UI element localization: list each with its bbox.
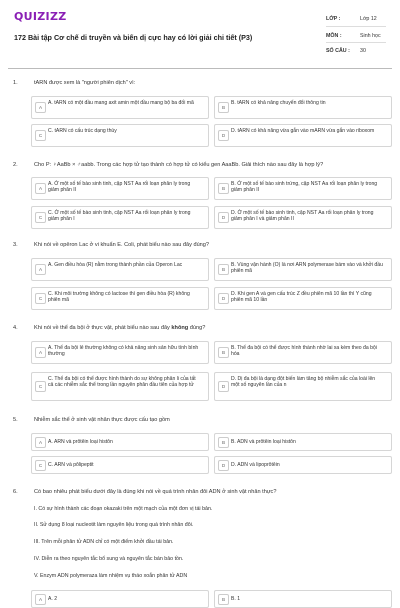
- meta-grade: [326, 16, 377, 22]
- meta-value: Sinh học: [360, 33, 381, 39]
- option-label: D: [218, 381, 229, 392]
- meta-question-count: [326, 48, 366, 54]
- option-label: B: [218, 183, 229, 194]
- option-a[interactable]: [31, 177, 209, 200]
- question-text: [34, 325, 205, 331]
- option-label: A: [35, 594, 46, 605]
- option-b[interactable]: [214, 177, 392, 200]
- question-number: 6.: [13, 489, 18, 495]
- option-label: D: [218, 130, 229, 141]
- option-text: C. Thể đa bội có thể được hình thành do sự không phân li của tất cả các nhiễm sắc thể trong lần nguyên phân đầu tiên của hợp tử: [48, 376, 196, 389]
- option-label: C: [35, 293, 46, 304]
- question-number: 5.: [13, 417, 18, 423]
- option-text: D. Khi gen A và gen cấu trúc Z đều phiên mã 10 lần thì Y cũng phiên mã 10 lần: [231, 291, 372, 304]
- header: [0, 0, 400, 64]
- question-text: tARN được xem là "người phiên dịch" vì:: [34, 80, 136, 86]
- option-c[interactable]: [31, 206, 209, 229]
- option-c[interactable]: [31, 456, 209, 474]
- option-text: A. tARN có một đầu mang axit amin một đầu mang bộ ba đối mã: [48, 100, 194, 106]
- divider: [326, 42, 386, 43]
- option-label: D: [218, 460, 229, 471]
- option-text: A. ARN và prôtêin loại histôn: [48, 439, 113, 445]
- option-text: D. Dị đa bội là dạng đột biến làm tăng bộ nhiễm sắc của loài lên một số nguyên lần của n: [231, 376, 376, 389]
- meta-value: 30: [360, 48, 366, 54]
- option-label: B: [218, 102, 229, 113]
- option-d[interactable]: [214, 456, 392, 474]
- statement: III. Trên mỗi phân tử ADN chỉ có một điểm khởi đầu tái bản.: [34, 539, 174, 545]
- quizizz-logo: QUIZIZZ: [14, 10, 67, 23]
- question-number: 3.: [13, 242, 18, 248]
- option-label: A: [35, 437, 46, 448]
- statement: II. Sử dụng 8 loại nucleotit làm nguyên liệu trong quá trình nhân đôi.: [34, 522, 194, 528]
- page-title: 172 Bài tập Cơ chế di truyền và biến dị cực hay có lời giải chi tiết (P3): [14, 33, 253, 42]
- option-a[interactable]: [31, 258, 209, 281]
- option-label: C: [35, 212, 46, 223]
- question-text: Có bao nhiêu phát biểu dưới đây là đúng khi nói về quá trình nhân đôi ADN ở sinh vật nhân thực?: [34, 489, 277, 495]
- question-text: Khi nói về opêron Lac ở vi khuẩn E. Coli, phát biểu nào sau đây đúng?: [34, 242, 210, 248]
- option-text: C. Ở một số tế bào sinh tinh, cặp NST Aa rối loạn phân ly trong giảm phân I: [48, 210, 191, 223]
- option-b[interactable]: [214, 96, 392, 119]
- option-text: B. Ở một số tế bào sinh trứng, cặp NST Aa rối loạn phân ly trong giảm phân II: [231, 181, 378, 194]
- option-text: B. ADN và prôtêin loại histôn: [231, 439, 296, 445]
- option-label: B: [218, 264, 229, 275]
- option-text: D. Ở một số tế bào sinh tinh, cặp NST Aa rối loạn phân ly trong giảm phân I và giảm phân II: [231, 210, 374, 223]
- option-label: B: [218, 594, 229, 605]
- meta-key: LỚP :: [326, 16, 341, 22]
- option-text: D. tARN có khả năng vừa gắn vào mARN vừa gắn vào riboxom: [231, 128, 375, 134]
- option-a[interactable]: [31, 341, 209, 364]
- question-number: 1.: [13, 80, 18, 86]
- option-d[interactable]: [214, 124, 392, 147]
- option-label: C: [35, 381, 46, 392]
- option-text: A. Ở một số tế bào sinh tinh, cặp NST Aa rối loạn phân ly trong giảm phân II: [48, 181, 191, 194]
- option-c[interactable]: [31, 372, 209, 401]
- option-a[interactable]: [31, 590, 209, 608]
- option-text: A. Gen điều hòa (R) nằm trong thành phần của Operon Lac: [48, 262, 183, 268]
- option-b[interactable]: [214, 258, 392, 281]
- option-label: B: [218, 347, 229, 358]
- option-d[interactable]: [214, 372, 392, 401]
- statement: I. Có sự hình thành các đoạn okazaki trên một mạch của một đơn vị tái bản.: [34, 506, 213, 512]
- statement: V. Enzym ADN polymeraza làm nhiệm vụ tháo xoắn phân tử ADN: [34, 573, 188, 579]
- option-d[interactable]: [214, 206, 392, 229]
- meta-subject: [326, 33, 381, 39]
- option-text: C. tARN có cấu trúc dạng thùy: [48, 128, 117, 134]
- question-text: Nhiễm sắc thể ở sinh vật nhân thực được cấu tạo gồm: [34, 417, 170, 423]
- option-label: A: [35, 347, 46, 358]
- option-b[interactable]: [214, 433, 392, 451]
- option-label: D: [218, 293, 229, 304]
- option-label: D: [218, 212, 229, 223]
- question-text-main: Khi nói về thể đa bội ở thực vật, phát biểu nào sau đây: [34, 325, 170, 331]
- option-text: C. ARN và pôlipeptit: [48, 462, 94, 468]
- option-b[interactable]: [214, 590, 392, 608]
- option-text: B. Vùng vận hành (O) là nơi ARN polymerase bám vào và khởi đầu phiên mã: [231, 262, 383, 275]
- option-text: D. ADN và lipoprôtêin: [231, 462, 280, 468]
- question-text-tail: đúng?: [189, 325, 206, 331]
- question-number: 4.: [13, 325, 18, 331]
- option-label: C: [35, 130, 46, 141]
- option-label: A: [35, 183, 46, 194]
- divider: [326, 26, 386, 27]
- option-text: A. 2: [48, 596, 58, 602]
- option-c[interactable]: [31, 124, 209, 147]
- option-b[interactable]: [214, 341, 392, 364]
- option-d[interactable]: [214, 287, 392, 310]
- option-text: B. tARN có khả năng chuyển đổi thông tin: [231, 100, 326, 106]
- header-divider: [8, 68, 392, 69]
- option-text: B. Thể đa bội có thể được hình thành nhờ lai xa kèm theo đa bội hóa: [231, 345, 377, 358]
- option-c[interactable]: [31, 287, 209, 310]
- meta-key: MÔN :: [326, 33, 342, 39]
- option-label: B: [218, 437, 229, 448]
- option-text: A. Thể đa bội lẻ thường không có khả năng sinh sản hữu tính bình thường: [48, 345, 199, 358]
- option-text: C. Khi môi trường không có lactose thì gen điều hòa (R) không phiên mã: [48, 291, 190, 304]
- question-emphasis: không: [171, 325, 189, 331]
- option-a[interactable]: [31, 433, 209, 451]
- option-label: C: [35, 460, 46, 471]
- question-text: Cho P: ♀AaBb × ♂aabb. Trong các hợp tử tạo thành có hợp tử có kiểu gen AaaBb. Giải thích nào sau đây là hợp lý?: [34, 162, 324, 168]
- option-text: B. 1: [231, 596, 241, 602]
- meta-value: Lớp 12: [360, 16, 377, 22]
- meta-key: SỐ CÂU :: [326, 48, 350, 54]
- question-number: 2.: [13, 162, 18, 168]
- statement: IV. Diễn ra theo nguyên tắc bổ sung và nguyên tắc bán bảo tồn.: [34, 556, 184, 562]
- option-label: A: [35, 102, 46, 113]
- option-label: A: [35, 264, 46, 275]
- option-a[interactable]: [31, 96, 209, 119]
